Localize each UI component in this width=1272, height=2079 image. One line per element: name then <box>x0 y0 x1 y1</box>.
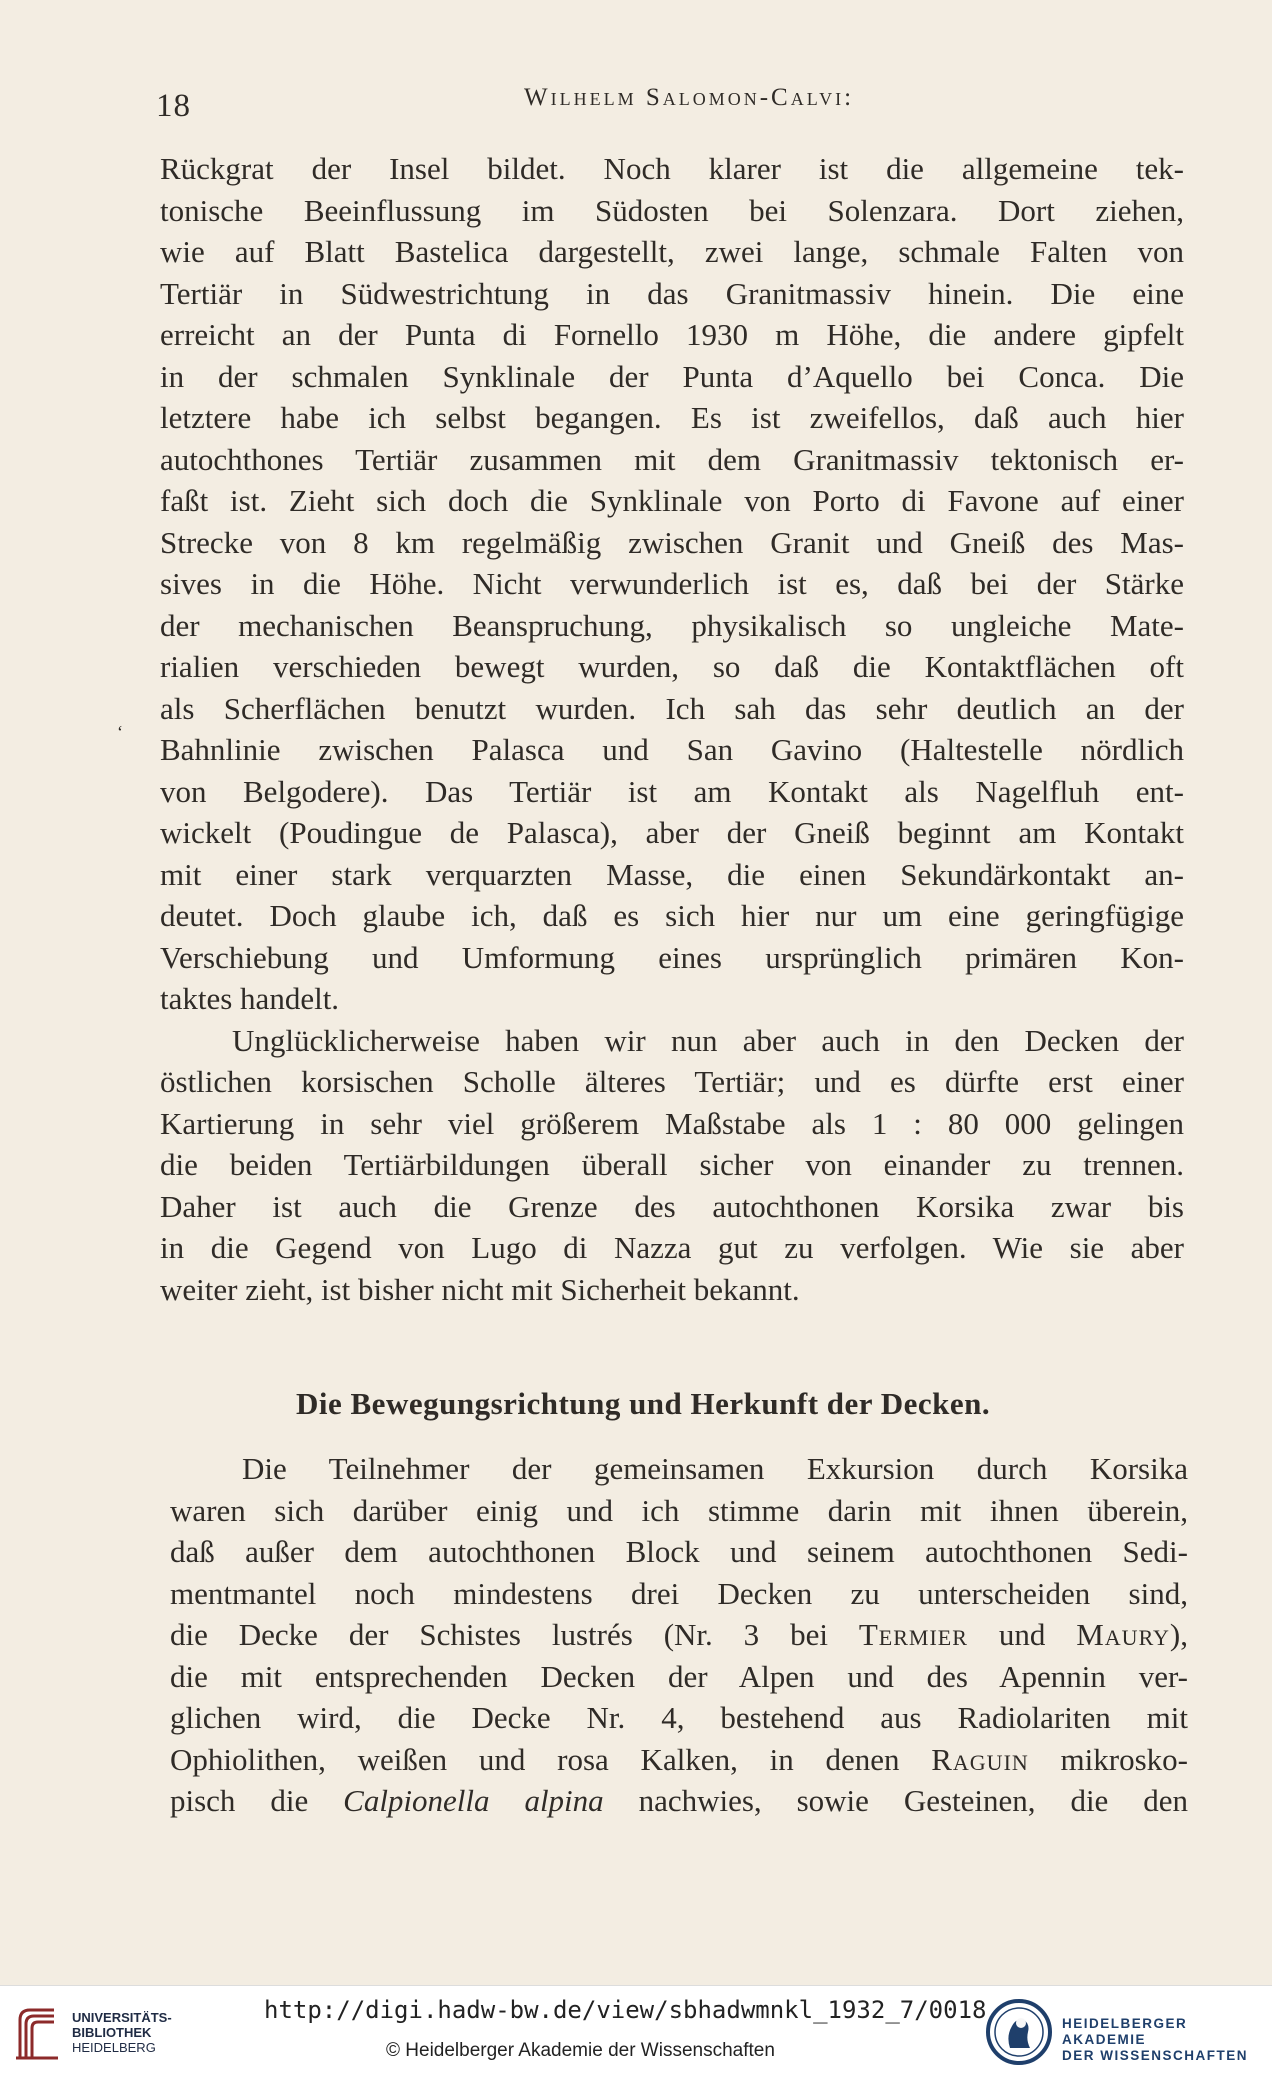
text-line <box>170 1780 1188 1822</box>
text-line: als Scherflächen benutzt wurden. Ich sah das sehr deutlich an der <box>160 690 1184 726</box>
text-line: wie auf Blatt Bastelica dargestellt, zwei lange, schmale Falten von <box>160 234 1184 269</box>
author-name-maury: Maury <box>1076 1617 1170 1652</box>
text-line: der mechanischen Beanspruchung, physikalisch so ungleiche Mate- <box>160 607 1184 643</box>
text-line: in die Gegend von Lugo di Nazza gut zu verfolgen. Wie sie aber <box>160 1230 1184 1265</box>
text-run: und <box>967 1617 1077 1652</box>
text-line: Tertiär in Südwestrichtung in das Granitmassiv hinein. Die eine <box>160 275 1184 311</box>
author-name-termier: Termier <box>858 1617 968 1652</box>
text-line: Kartierung in sehr viel größerem Maßstabe als 1 : 80 000 gelingen <box>160 1105 1184 1141</box>
academy-name <box>1062 2016 1272 2064</box>
text-line: autochthones Tertiär zusammen mit dem Granitmassiv tektonisch er- <box>160 441 1184 477</box>
text-line: Unglücklicherweise haben wir nun aber auch in den Decken der <box>232 1022 1184 1058</box>
university-library-name <box>72 2010 172 2055</box>
text-line: östlichen korsischen Scholle älteres Tertiär; und es dürfte erst einer <box>160 1064 1184 1099</box>
text-line: weiter zieht, ist bisher nicht mit Sicherheit bekannt. <box>160 1271 800 1307</box>
body-text <box>160 148 1184 1310</box>
hadw-line: HEIDELBERGER AKADEMIE <box>1062 2016 1188 2047</box>
running-head: Wilhelm Salomon-Calvi: <box>524 84 855 111</box>
text-run: nachwies, sowie Gesteinen, die den <box>603 1783 1188 1818</box>
digitization-footer <box>0 1985 1272 2079</box>
text-run: ), <box>1169 1617 1188 1652</box>
text-line: Bahnlinie zwischen Palasca und San Gavino (Haltestelle nördlich <box>160 732 1184 767</box>
text-line: letztere habe ich selbst begangen. Es ist zweifellos, daß auch hier <box>160 400 1184 435</box>
ub-line: HEIDELBERG <box>72 2040 156 2055</box>
text-line: von Belgodere). Das Tertiär ist am Kontakt als Nagelfluh ent- <box>160 773 1184 809</box>
text-line: rialien verschieden bewegt wurden, so daß die Kontaktflächen oft <box>160 649 1184 684</box>
ub-line: BIBLIOTHEK <box>72 2025 152 2040</box>
text-run: mikrosko- <box>1028 1741 1188 1777</box>
text-line: daß außer dem autochthonen Block und seinem autochthonen Sedi- <box>170 1534 1188 1569</box>
text-line: sives in die Höhe. Nicht verwunderlich ist es, daß bei der Stärke <box>160 566 1184 601</box>
text-line: mentmantel noch mindestens drei Decken zu unterscheiden sind, <box>170 1575 1188 1611</box>
margin-mark: ‘ <box>117 722 123 742</box>
text-line: die mit entsprechenden Decken der Alpen und des Apennin ver- <box>170 1658 1188 1694</box>
text-line: Strecke von 8 km regelmäßig zwischen Granit und Gneiß des Mas- <box>160 524 1184 560</box>
text-line: Daher ist auch die Grenze des autochthonen Korsika zwar bis <box>160 1188 1184 1224</box>
text-run: pisch die <box>170 1783 344 1818</box>
permalink-url[interactable]: http://digi.hadw-bw.de/view/sbhadwmnkl_1932_7/0018 <box>264 1996 987 2024</box>
section-heading: Die Bewegungsrichtung und Herkunft der Decken. <box>296 1386 991 1421</box>
author-name-raguin: Raguin <box>931 1741 1029 1777</box>
text-line: taktes handelt. <box>160 981 340 1016</box>
text-line: glichen wird, die Decke Nr. 4, bestehend aus Radiolariten mit <box>170 1700 1188 1735</box>
text-line: deutet. Doch glaube ich, daß es sich hier nur um eine geringfügige <box>160 898 1184 933</box>
text-line: tonische Beeinflussung im Südosten bei Solenzara. Dort ziehen, <box>160 192 1184 228</box>
text-line: Rückgrat der Insel bildet. Noch klarer ist die allgemeine tek- <box>160 151 1184 186</box>
text-run: die Decke der Schistes lustrés (Nr. 3 bei <box>170 1617 859 1652</box>
text-line: die beiden Tertiärbildungen überall sicher von einander zu trennen. <box>160 1147 1184 1182</box>
university-library-logo-icon <box>14 2002 62 2062</box>
text-line: erreicht an der Punta di Fornello 1930 m Höhe, die andere gipfelt <box>160 317 1184 352</box>
text-line <box>170 1739 1188 1781</box>
text-run: Ophiolithen, weißen und rosa Kalken, in denen <box>170 1741 932 1777</box>
text-line: Die Teilnehmer der gemeinsamen Exkursion durch Korsika <box>242 1451 1188 1486</box>
academy-seal-icon <box>984 1996 1054 2068</box>
section-body-text <box>170 1448 1188 1822</box>
text-line: wickelt (Poudingue de Palasca), aber der Gneiß beginnt am Kontakt <box>160 815 1184 850</box>
hadw-line: DER WISSENSCHAFTEN <box>1062 2048 1249 2063</box>
copyright-notice: © Heidelberger Akademie der Wissenschaften <box>386 2040 775 2061</box>
text-line <box>170 1614 1188 1656</box>
text-line: Verschiebung und Umformung eines ursprünglich primären Kon- <box>160 939 1184 975</box>
text-line: mit einer stark verquarzten Masse, die einen Sekundärkontakt an- <box>160 856 1184 892</box>
text-line: faßt ist. Zieht sich doch die Synklinale von Porto di Favone auf einer <box>160 483 1184 518</box>
ub-line: UNIVERSITÄTS- <box>72 2010 172 2025</box>
text-line: waren sich darüber einig und ich stimme darin mit ihnen überein, <box>170 1492 1188 1528</box>
page-number: 18 <box>156 88 191 124</box>
text-line: in der schmalen Synklinale der Punta d’Aquello bei Conca. Die <box>160 358 1184 394</box>
species-name: Calpionella alpina <box>343 1783 604 1818</box>
